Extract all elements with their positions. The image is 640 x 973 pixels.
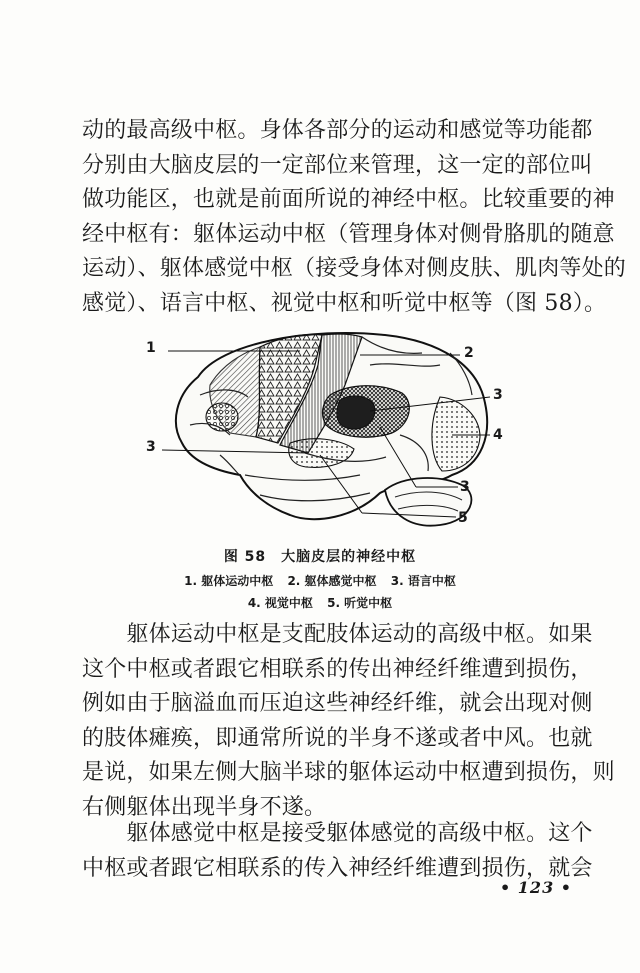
speech-area-front	[206, 403, 238, 431]
text-line: 右侧躯体出现半身不遂。	[82, 794, 327, 820]
paragraph-3	[82, 817, 593, 886]
figure-label-4: 4	[493, 427, 503, 443]
figure-caption-title: 图 58 大脑皮层的神经中枢	[223, 549, 417, 565]
figure-label-2: 2	[464, 345, 474, 361]
figure-legend-line-2	[0, 594, 640, 611]
figure-legend-line-1	[0, 572, 640, 589]
text-line: 躯体运动中枢是支配肢体运动的高级中枢。如果	[82, 622, 593, 647]
text-line: 动的最高级中枢。身体各部分的运动和感觉等功能都	[82, 118, 593, 143]
text-line: 感觉）、语言中枢、视觉中枢和听觉中枢等（图 58）。	[82, 290, 607, 316]
text-line: 运动）、躯体感觉中枢（接受身体对侧皮肤、肌肉等处的	[82, 256, 627, 281]
text-line: 经中枢有：躯体运动中枢（管理身体对侧骨胳肌的随意	[82, 221, 615, 247]
text-line: 做功能区，也就是前面所说的神经中枢。比较重要的神	[82, 187, 615, 212]
text-line: 是说，如果左侧大脑半球的躯体运动中枢遭到损伤，则	[82, 760, 615, 785]
figure-label-3-left: 3	[146, 439, 156, 455]
text-line: 这个中枢或者跟它相联系的传出神经纤维遭到损伤，	[82, 656, 593, 682]
brain-illustration	[140, 325, 510, 540]
figure-label-3-lower: 3	[460, 479, 470, 495]
legend-item: 4. 视觉中枢	[247, 596, 313, 610]
figure-label-1: 1	[146, 340, 156, 356]
legend-item: 3. 语言中枢	[390, 574, 456, 588]
figure-label-3: 3	[493, 387, 503, 403]
text-line: 的肢体瘫痪，即通常所说的半身不遂或者中风。也就	[82, 725, 593, 751]
brain-cortex-figure	[140, 325, 510, 540]
paragraph-2	[82, 618, 615, 825]
legend-item: 1. 躯体运动中枢	[184, 574, 274, 588]
page-number: • 123 •	[500, 878, 572, 897]
legend-item: 2. 躯体感觉中枢	[287, 574, 377, 588]
text-line: 分别由大脑皮层的一定部位来管理，这一定的部位叫	[82, 152, 593, 178]
text-line: 躯体感觉中枢是接受躯体感觉的高级中枢。这个	[82, 821, 593, 846]
text-line: 中枢或者跟它相联系的传入神经纤维遭到损伤，就会	[82, 855, 593, 881]
figure-label-5: 5	[458, 510, 468, 526]
text-line: 例如由于脑溢血而压迫这些神经纤维，就会出现对侧	[82, 691, 593, 716]
legend-item: 5. 听觉中枢	[327, 596, 393, 610]
paragraph-1	[82, 114, 627, 321]
